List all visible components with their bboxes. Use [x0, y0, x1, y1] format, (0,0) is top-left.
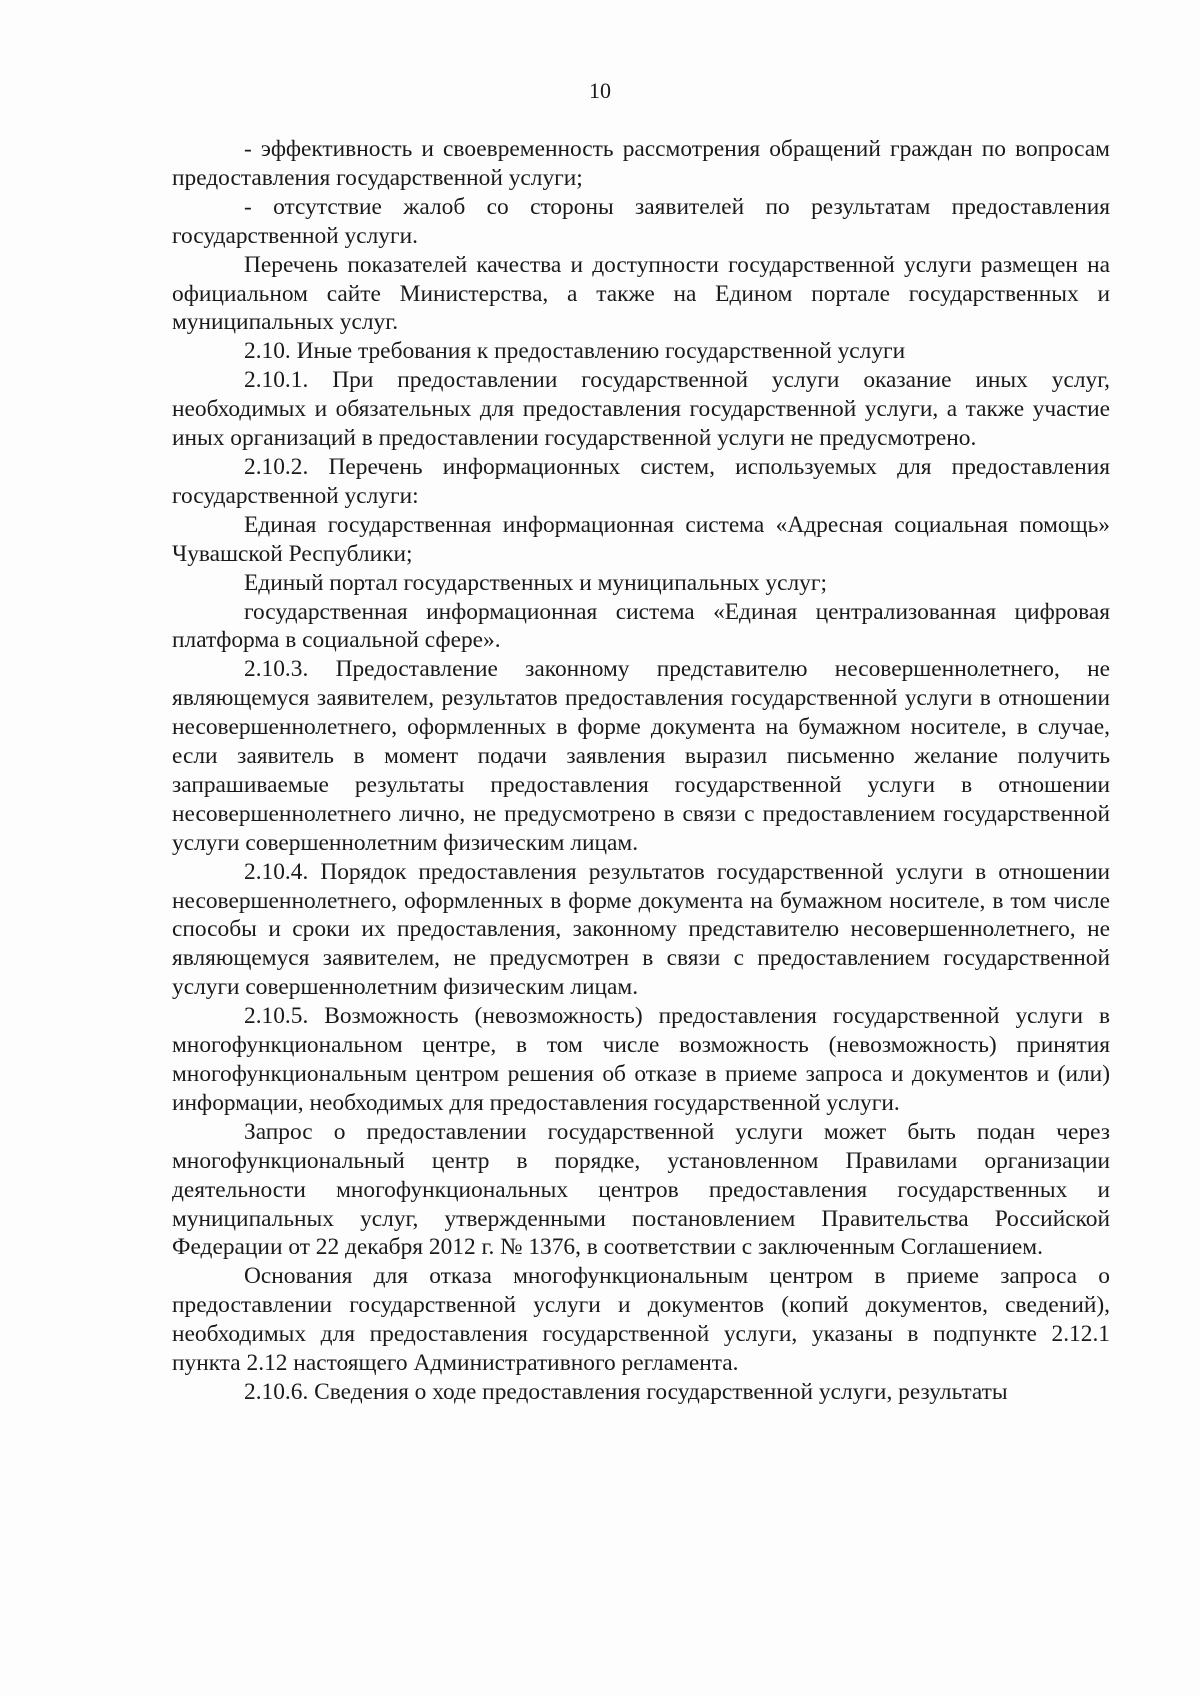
paragraph: Перечень показателей качества и доступности государственной услуги размещен на официальном сайте Министерства, а также на Едином портале государственных и муниципальных услуг.	[172, 251, 1110, 336]
paragraph: 2.10.5. Возможность (невозможность) предоставления государственной услуги в многофункциональном центре, в том числе возможность (невозможность) принятия многофункциональным центром решения об отказе в приеме запроса и документов и (или) информации, необходимых для предоставления государственной услуги.	[172, 1003, 1110, 1116]
paragraph: 2.10.4. Порядок предоставления результатов государственной услуги в отношении несовершеннолетнего, оформленных в форме документа на бумажном носителе, в том числе способы и сроки их предоставления, законному представителю несовершеннолетнего, не являющемуся заявителем, не предусмотрен в связи с предоставлением государственной услуги совершеннолетним физическим лицам.	[172, 858, 1110, 1001]
paragraph: государственная информационная система «Единая централизованная цифровая платформа в социальной сфере».	[172, 598, 1110, 654]
page-number: 10	[589, 78, 611, 103]
section-heading: 2.10. Иные требования к предоставлению государственной услуги	[244, 338, 906, 365]
paragraph: 2.10.3. Предоставление законному представителю несовершеннолетнего, не являющемуся заявителем, результатов предоставления государственной услуги в отношении несовершеннолетнего, оформленных в форме документа на бумажном носителе, в случае, если заявитель в момент подачи заявления выразил письменно желание получить запрашиваемые результаты предоставления государственной услуги в отношении несовершеннолетнего лично, не предусмотрено в связи с предоставлением государственной услуги совершеннолетним физическим лицам.	[172, 656, 1110, 856]
paragraph: - отсутствие жалоб со стороны заявителей по результатам предоставления государственной услуги.	[172, 193, 1110, 249]
paragraph: Запрос о предоставлении государственной услуги может быть подан через многофункциональный центр в порядке, установленном Правилами организации деятельности многофункциональных центров предоставления государственных и муниципальных услуг, утвержденными постановлением Правительства Российской Федерации от 22 декабря 2012 г. № 1376, в соответствии с заключенным Соглашением.	[172, 1118, 1110, 1261]
paragraph: - эффективность и своевременность рассмотрения обращений граждан по вопросам предоставления государственной услуги;	[172, 136, 1110, 191]
document-body	[172, 135, 1110, 1407]
paragraph: 2.10.2. Перечень информационных систем, используемых для предоставления государственной услуги:	[172, 453, 1110, 509]
paragraph: 2.10.6. Сведения о ходе предоставления государственной услуги, результаты	[244, 1378, 1008, 1405]
paragraph: Основания для отказа многофункциональным центром в приеме запроса о предоставлении государственной услуги и документов (копий документов, сведений), необходимых для предоставления государственной услуги, указаны в подпункте 2.12.1 пункта 2.12 настоящего Административного регламента.	[172, 1263, 1110, 1377]
paragraph: 2.10.1. При предоставлении государственной услуги оказание иных услуг, необходимых и обязательных для предоставления государственной услуги, а также участие иных организаций в предоставлении государственной услуги не предусмотрено.	[172, 367, 1110, 452]
paragraph: Единый портал государственных и муниципальных услуг;	[244, 569, 827, 596]
paragraph: Единая государственная информационная система «Адресная социальная помощь» Чувашской Республики;	[172, 511, 1110, 567]
